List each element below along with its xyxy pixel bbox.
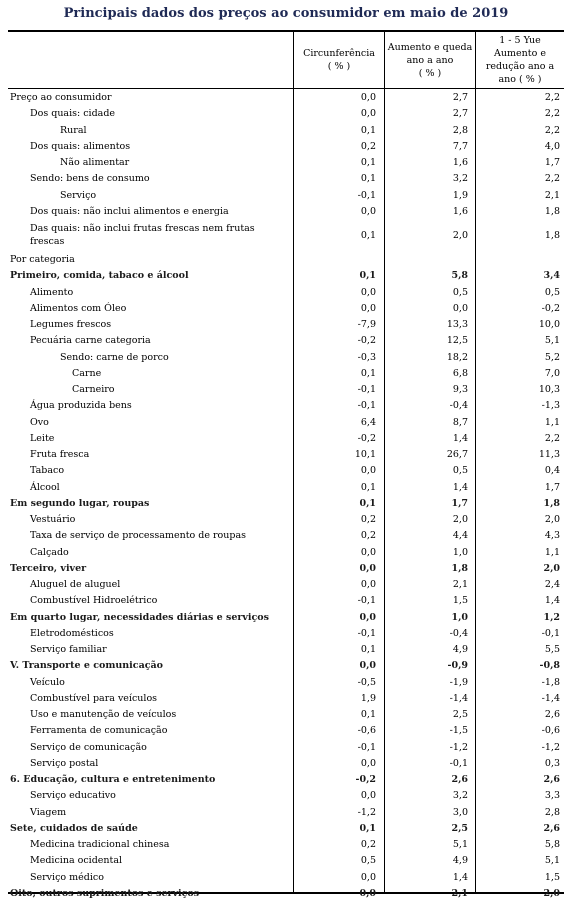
cell-c1: 0,0 (359, 887, 376, 899)
cell-c1: 0,2 (360, 839, 376, 850)
cell-c1: 6,4 (360, 416, 376, 428)
header-circunferencia: Circunferência ( % ) (303, 48, 375, 72)
table-row (8, 333, 564, 349)
table-row (8, 821, 564, 837)
cell-c1: 0,1 (359, 270, 376, 282)
row-label: Terceiro, viver (10, 562, 87, 574)
table-row (8, 675, 564, 691)
row-label: Sete, cuidados de saúde (10, 822, 138, 834)
row-label: Ovo (30, 416, 49, 428)
cell-c3: 5,1 (544, 855, 560, 867)
cell-c2: 2,6 (451, 774, 468, 785)
cell-c2: 5,8 (451, 270, 468, 282)
table-header (8, 32, 564, 89)
row-label: Serviço postal (30, 757, 99, 769)
table-row (8, 398, 564, 414)
row-label: Calçado (30, 546, 69, 558)
cell-c2: 1,8 (451, 562, 468, 574)
cell-c3: 1,2 (543, 611, 560, 623)
row-label: Serviço (60, 189, 97, 201)
cell-c3: -0,6 (541, 725, 560, 737)
row-label: Água produzida bens (30, 400, 132, 412)
cell-c3: 1,5 (544, 871, 560, 883)
table-row (8, 528, 564, 544)
table-row (8, 545, 564, 561)
table-row (8, 123, 564, 139)
cell-c2: 4,9 (452, 644, 468, 655)
cell-c1 (304, 252, 376, 268)
cell-c3: -1,8 (541, 676, 560, 688)
cell-c2: 2,1 (452, 579, 468, 590)
table-row (8, 415, 564, 431)
row-label: 6. Educação, cultura e entretenimento (10, 774, 216, 785)
table-row (8, 691, 564, 707)
table-row (8, 723, 564, 739)
cell-c2: 12,5 (446, 335, 468, 347)
cell-c2: 1,6 (452, 157, 468, 168)
cell-c1: 0,1 (360, 173, 376, 185)
cell-c1: -0,2 (357, 432, 376, 444)
cell-c2: -1,2 (449, 741, 468, 753)
cell-c1: 0,1 (360, 481, 376, 493)
table-row (8, 772, 564, 788)
row-label: Fruta fresca (30, 449, 90, 460)
cell-c1: 0,0 (360, 302, 376, 314)
cell-c1: 0,2 (360, 530, 376, 542)
table-row (8, 561, 564, 577)
cell-c3: 2,4 (544, 579, 560, 590)
cell-c1: 0,0 (360, 579, 376, 590)
cell-c3: -1,4 (541, 692, 560, 704)
cell-c2: 2,1 (451, 887, 468, 899)
cell-c3: 0,5 (544, 286, 560, 298)
table-row (8, 285, 564, 301)
table-row (8, 188, 564, 204)
cell-c2: 2,5 (452, 709, 468, 720)
cell-c2: -1,5 (449, 725, 468, 737)
cell-c3: 10,3 (538, 384, 560, 395)
cell-c1: -1,2 (357, 806, 376, 818)
cell-c2 (386, 252, 468, 268)
row-label: Dos quais: alimentos (30, 140, 131, 152)
cell-c3: 7,0 (544, 367, 560, 379)
table-row (8, 366, 564, 382)
cell-c2: 3,2 (452, 173, 468, 185)
table-row (8, 480, 564, 496)
cell-c3: 5,1 (544, 335, 560, 347)
cell-c3: 2,8 (544, 806, 560, 818)
row-label: Carneiro (72, 384, 115, 395)
cell-c2: -0,4 (449, 627, 468, 639)
table-row (8, 886, 564, 902)
cell-c3: -0,2 (541, 302, 560, 314)
cell-c1: 0,1 (360, 230, 376, 241)
row-label: Álcool (30, 481, 60, 493)
row-label: Dos quais: cidade (30, 108, 116, 120)
header-acumulado: 1 - 5 Yue Aumento e redução ano a ano ( % ) (485, 35, 555, 85)
cell-c1: 1,9 (360, 692, 376, 704)
cell-c2: 3,0 (452, 806, 468, 818)
cell-c1: 0,1 (359, 822, 376, 834)
cell-c1: 0,0 (360, 790, 376, 802)
row-label: Leite (30, 432, 55, 444)
table-row (8, 155, 564, 171)
cell-c1: 0,0 (360, 465, 376, 477)
cell-c1: -0,5 (357, 676, 376, 688)
cell-c2: -1,4 (449, 692, 468, 704)
cell-c1: -0,1 (357, 384, 376, 395)
cell-c1: 0,0 (359, 660, 376, 672)
cell-c3 (478, 252, 560, 268)
row-label: Serviço familiar (30, 644, 107, 655)
cell-c2: 4,4 (452, 530, 468, 542)
cell-c1: 0,0 (359, 562, 376, 574)
cell-c3: 2,2 (544, 173, 560, 185)
cell-c2: 1,4 (452, 481, 468, 493)
cell-c2: -0,1 (449, 757, 468, 769)
cell-c3: 3,4 (543, 270, 560, 282)
table-row (8, 350, 564, 366)
row-label: Sendo: carne de porco (60, 351, 169, 363)
table-row (8, 317, 564, 333)
row-label: Medicina ocidental (30, 855, 123, 867)
table-row (8, 593, 564, 609)
cell-c2: -0,9 (447, 660, 468, 672)
row-label: Taxa de serviço de processamento de roupas (30, 530, 246, 542)
table-row (8, 642, 564, 658)
row-label: Viagem (30, 806, 67, 818)
cell-c2: 5,1 (452, 839, 468, 850)
cell-c1: -0,2 (357, 335, 376, 347)
row-label: Alimentos com Óleo (30, 302, 127, 314)
table-row (8, 740, 564, 756)
cell-c2: 18,2 (446, 351, 468, 363)
cell-c2: 2,7 (452, 108, 468, 120)
table-row (8, 463, 564, 479)
row-label: Serviço médico (30, 871, 104, 883)
cell-c2: 2,0 (452, 230, 468, 241)
table-row (8, 610, 564, 626)
cell-c3: 2,2 (544, 432, 560, 444)
row-label: Legumes frescos (30, 319, 112, 330)
cell-c3: 2,0 (544, 514, 560, 525)
table-row (8, 382, 564, 398)
row-label: Tabaco (30, 465, 65, 477)
cell-c2: -0,4 (449, 400, 468, 412)
row-label: Por categoria (10, 254, 75, 265)
cell-c1: 0,5 (360, 855, 376, 867)
cell-c3: 2,6 (543, 774, 560, 785)
cell-c2: 8,7 (452, 416, 468, 428)
row-label: Eletrodomésticos (30, 627, 114, 639)
row-label: Pecuária carne categoria (30, 335, 151, 347)
table-row (8, 756, 564, 772)
cell-c2: 2,0 (452, 514, 468, 525)
cell-c2: 0,5 (452, 286, 468, 298)
cell-c1: 0,0 (360, 205, 376, 217)
cell-c1: 0,1 (360, 157, 376, 168)
row-label: Rural (60, 124, 87, 136)
cell-c2: 2,5 (451, 822, 468, 834)
cell-c2: 0,0 (452, 302, 468, 314)
cell-c3: 1,7 (544, 157, 560, 168)
cell-c1: 0,0 (360, 108, 376, 120)
cell-c3: 3,3 (544, 790, 560, 802)
cell-c3: 2,2 (544, 124, 560, 136)
table-row (8, 658, 564, 674)
cell-c3: 0,3 (544, 757, 560, 769)
cell-c1: 10,1 (354, 449, 376, 460)
cell-c3: 1,8 (544, 205, 560, 217)
cell-c2: 13,3 (446, 319, 468, 330)
cell-c1: 0,1 (360, 124, 376, 136)
cell-c3: 2,2 (544, 92, 560, 103)
row-label: Carne (72, 367, 102, 379)
cell-c1: -0,1 (357, 595, 376, 607)
table-row (8, 577, 564, 593)
row-label: Medicina tradicional chinesa (30, 839, 170, 850)
cell-c3: -0,8 (539, 660, 560, 672)
row-label: Vestuário (30, 514, 76, 525)
cell-c2: 2,8 (452, 124, 468, 136)
table-row (8, 90, 564, 106)
cell-c2: 1,6 (452, 205, 468, 217)
cell-c3: 2,0 (543, 887, 560, 899)
row-label: Combustível Hidroelétrico (30, 595, 158, 607)
table-row (8, 106, 564, 122)
cell-c2: -1,9 (449, 676, 468, 688)
cell-c1: -0,1 (357, 741, 376, 753)
cell-c2: 1,7 (451, 497, 468, 509)
cell-c3: 0,4 (544, 465, 560, 477)
cell-c1: -0,1 (357, 189, 376, 201)
cell-c1: -0,6 (357, 725, 376, 737)
table-row (8, 512, 564, 528)
table-title: Principais dados dos preços ao consumidor em maio de 2019 (63, 6, 509, 21)
cell-c1: 0,2 (360, 140, 376, 152)
cell-c2: 9,3 (452, 384, 468, 395)
row-label: Não alimentar (60, 157, 130, 168)
cell-c2: 1,4 (452, 871, 468, 883)
table-row (8, 139, 564, 155)
cell-c3: 5,2 (544, 351, 560, 363)
cell-c3: -1,3 (541, 400, 560, 412)
table-row (8, 853, 564, 869)
row-label: Dos quais: não inclui alimentos e energia (30, 205, 229, 217)
cell-c1: 0,0 (360, 546, 376, 558)
row-label: Das quais: não inclui frutas frescas nem frutas frescas (30, 223, 255, 247)
cell-c3: 2,2 (544, 108, 560, 120)
table-row (8, 204, 564, 220)
cell-c3: -0,1 (541, 627, 560, 639)
cell-c1: -0,1 (357, 400, 376, 412)
row-label: Serviço de comunicação (30, 741, 147, 753)
table-row (8, 805, 564, 821)
table-row (8, 707, 564, 723)
cell-c2: 1,0 (452, 546, 468, 558)
row-label: Oito, outros suprimentos e serviços (10, 887, 200, 899)
row-label: Veículo (30, 676, 65, 688)
row-label: Alimento (30, 286, 74, 298)
cell-c3: 4,3 (544, 530, 560, 542)
cell-c2: 26,7 (446, 449, 468, 460)
table-row (8, 431, 564, 447)
cell-c3: 5,5 (544, 644, 560, 655)
cell-c1: -0,2 (355, 774, 376, 785)
cell-c3: 1,8 (544, 230, 560, 241)
table-row (8, 626, 564, 642)
cell-c1: -7,9 (357, 319, 376, 330)
cell-c2: 4,9 (452, 855, 468, 867)
cell-c1: 0,1 (359, 497, 376, 509)
cell-c2: 2,7 (452, 92, 468, 103)
row-label: Combustível para veículos (30, 692, 158, 704)
cell-c2: 6,8 (452, 367, 468, 379)
cell-c1: 0,1 (360, 709, 376, 720)
row-label: Preço ao consumidor (10, 92, 112, 103)
row-label: Em quarto lugar, necessidades diárias e serviços (10, 611, 269, 623)
cell-c3: -1,2 (541, 741, 560, 753)
table-row (8, 837, 564, 853)
cell-c1: 0,0 (360, 286, 376, 298)
cell-c3: 5,8 (544, 839, 560, 850)
cell-c2: 1,5 (452, 595, 468, 607)
table-row (8, 220, 564, 252)
row-label: Em segundo lugar, roupas (10, 497, 150, 509)
cell-c3: 2,6 (544, 709, 560, 720)
cell-c1: -0,1 (357, 627, 376, 639)
table-row (8, 301, 564, 317)
cell-c3: 1,4 (544, 595, 560, 607)
table-row (8, 252, 564, 268)
row-label: Aluguel de aluguel (30, 579, 121, 590)
table-row (8, 870, 564, 886)
cell-c3: 1,7 (544, 481, 560, 493)
cell-c1: 0,0 (360, 757, 376, 769)
row-label: Primeiro, comida, tabaco e álcool (10, 270, 189, 282)
cell-c3: 2,1 (544, 189, 560, 201)
price-data-table (8, 30, 564, 899)
cell-c3: 1,1 (544, 546, 560, 558)
cell-c1: 0,0 (359, 611, 376, 623)
cell-c2: 3,2 (452, 790, 468, 802)
cell-c2: 7,7 (452, 140, 468, 152)
table-row (8, 496, 564, 512)
row-label: V. Transporte e comunicação (10, 660, 164, 672)
cell-c1: 0,1 (360, 644, 376, 655)
row-label: Serviço educativo (30, 790, 116, 802)
row-label: Sendo: bens de consumo (30, 173, 150, 185)
cell-c3: 11,3 (538, 449, 560, 460)
cell-c2: 1,0 (451, 611, 468, 623)
cell-c2: 0,5 (452, 465, 468, 477)
cell-c1: 0,0 (360, 871, 376, 883)
cell-c3: 1,1 (544, 416, 560, 428)
table-row (8, 447, 564, 463)
table-row (8, 268, 564, 284)
cell-c2: 1,9 (452, 189, 468, 201)
cell-c1: 0,2 (360, 514, 376, 525)
table-row (8, 788, 564, 804)
cell-c1: 0,1 (360, 367, 376, 379)
header-ano-a-ano: Aumento e queda ano a ano ( % ) (387, 41, 473, 79)
cell-c3: 2,6 (543, 822, 560, 834)
table-row (8, 171, 564, 187)
cell-c1: -0,3 (357, 351, 376, 363)
cell-c3: 10,0 (538, 319, 560, 330)
row-label: Uso e manutenção de veículos (30, 709, 177, 720)
cell-c3: 2,0 (543, 562, 560, 574)
row-label: Ferramenta de comunicação (30, 725, 168, 737)
cell-c1: 0,0 (360, 92, 376, 103)
cell-c3: 1,8 (543, 497, 560, 509)
cell-c3: 4,0 (544, 140, 560, 152)
cell-c2: 1,4 (452, 432, 468, 444)
